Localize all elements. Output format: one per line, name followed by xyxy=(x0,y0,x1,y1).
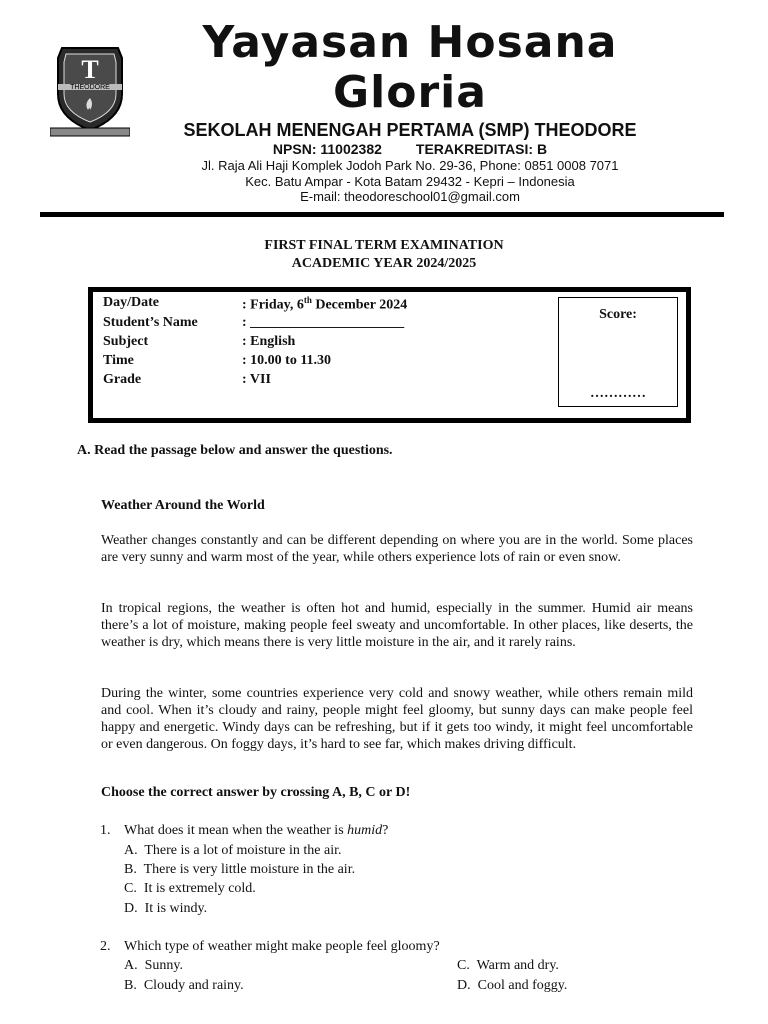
header-divider xyxy=(40,212,724,217)
q2-option-b[interactable]: B. Cloudy and rainy. xyxy=(124,978,244,993)
passage-paragraph-1: Weather changes constantly and can be different depending on where you are in the world. Some places are very sunny and warm most of the year, while others experience lots of rain or even snow. xyxy=(101,533,693,565)
q1-option-b[interactable]: B. There is very little moisture in the air. xyxy=(124,862,356,877)
student-name-label: Student’s Name xyxy=(103,315,198,330)
q1-option-d[interactable]: D. It is windy. xyxy=(124,901,208,916)
subject-value: : English xyxy=(242,334,296,349)
student-name-field[interactable]: : ______________________ xyxy=(242,315,405,330)
score-box xyxy=(558,297,678,407)
passage-paragraph-3: During the winter, some countries experience very cold and snowy weather, while others remain mild and cool. When it’s cloudy and rainy, people might feel gloomy, but sunny days can make people feel happy and energetic. Windy days can be refreshing, but if it gets too windy, it might feel uncomfortable or even dangerous. On foggy days, it’s hard to see far, which makes driving difficult. xyxy=(101,686,693,752)
time-value: : 10.00 to 11.30 xyxy=(242,353,332,368)
school-logo xyxy=(50,44,130,138)
npsn: NPSN: 11002382 xyxy=(272,141,382,157)
time-label: Time xyxy=(103,353,134,368)
exam-title: FIRST FINAL TERM EXAMINATION xyxy=(264,238,504,253)
section-a-heading: A. Read the passage below and answer the questions. xyxy=(77,443,393,458)
logo-letter: T xyxy=(81,55,99,84)
question-2-text: Which type of weather might make people feel gloomy? xyxy=(124,939,440,954)
passage-paragraph-2: In tropical regions, the weather is often hot and humid, especially in the summer. Humid air means there’s a lot of moisture, making people feel sweaty and uncomfortable. In other places, like deserts, the weather is dry, which means there is very little moisture in the air, and it rarely rains. xyxy=(101,601,693,650)
day-date-value: : Friday, 6th December 2024 xyxy=(242,295,408,313)
grade-label: Grade xyxy=(103,372,142,387)
q2-option-c[interactable]: C. Warm and dry. xyxy=(457,958,559,973)
foundation-title: Yayasan Hosana Gloria xyxy=(202,17,618,118)
address-line-1: Jl. Raja Ali Haji Komplek Jodoh Park No. 29-36, Phone: 0851 0008 7071 xyxy=(201,158,619,173)
subject-label: Subject xyxy=(103,334,149,349)
question-1-number: 1. xyxy=(100,823,111,838)
accreditation: TERAKREDITASI: B xyxy=(415,141,548,157)
q1-option-a[interactable]: A. There is a lot of moisture in the air. xyxy=(124,843,342,858)
student-info-box xyxy=(88,287,691,423)
score-label: Score: xyxy=(599,307,637,322)
question-2-number: 2. xyxy=(100,939,111,954)
passage-title: Weather Around the World xyxy=(101,498,265,513)
logo-text: THEODORE xyxy=(70,84,110,91)
score-blank: ………… xyxy=(590,386,646,401)
academic-year: ACADEMIC YEAR 2024/2025 xyxy=(291,256,477,271)
address-line-2: Kec. Batu Ampar - Kota Batam 29432 - Kepri – Indonesia xyxy=(245,174,575,189)
day-date-label: Day/Date xyxy=(103,295,159,310)
school-name: SEKOLAH MENENGAH PERTAMA (SMP) THEODORE xyxy=(183,120,637,140)
question-1-text: What does it mean when the weather is humid? xyxy=(124,823,389,838)
q2-option-a[interactable]: A. Sunny. xyxy=(124,958,184,973)
q1-option-c[interactable]: C. It is extremely cold. xyxy=(124,881,256,896)
instruction: Choose the correct answer by crossing A, B, C or D! xyxy=(101,785,411,800)
email: E-mail: theodoreschool01@gmail.com xyxy=(300,189,520,204)
school-id-line xyxy=(130,141,690,157)
q2-option-d[interactable]: D. Cool and foggy. xyxy=(457,978,568,993)
grade-value: : VII xyxy=(242,372,271,387)
